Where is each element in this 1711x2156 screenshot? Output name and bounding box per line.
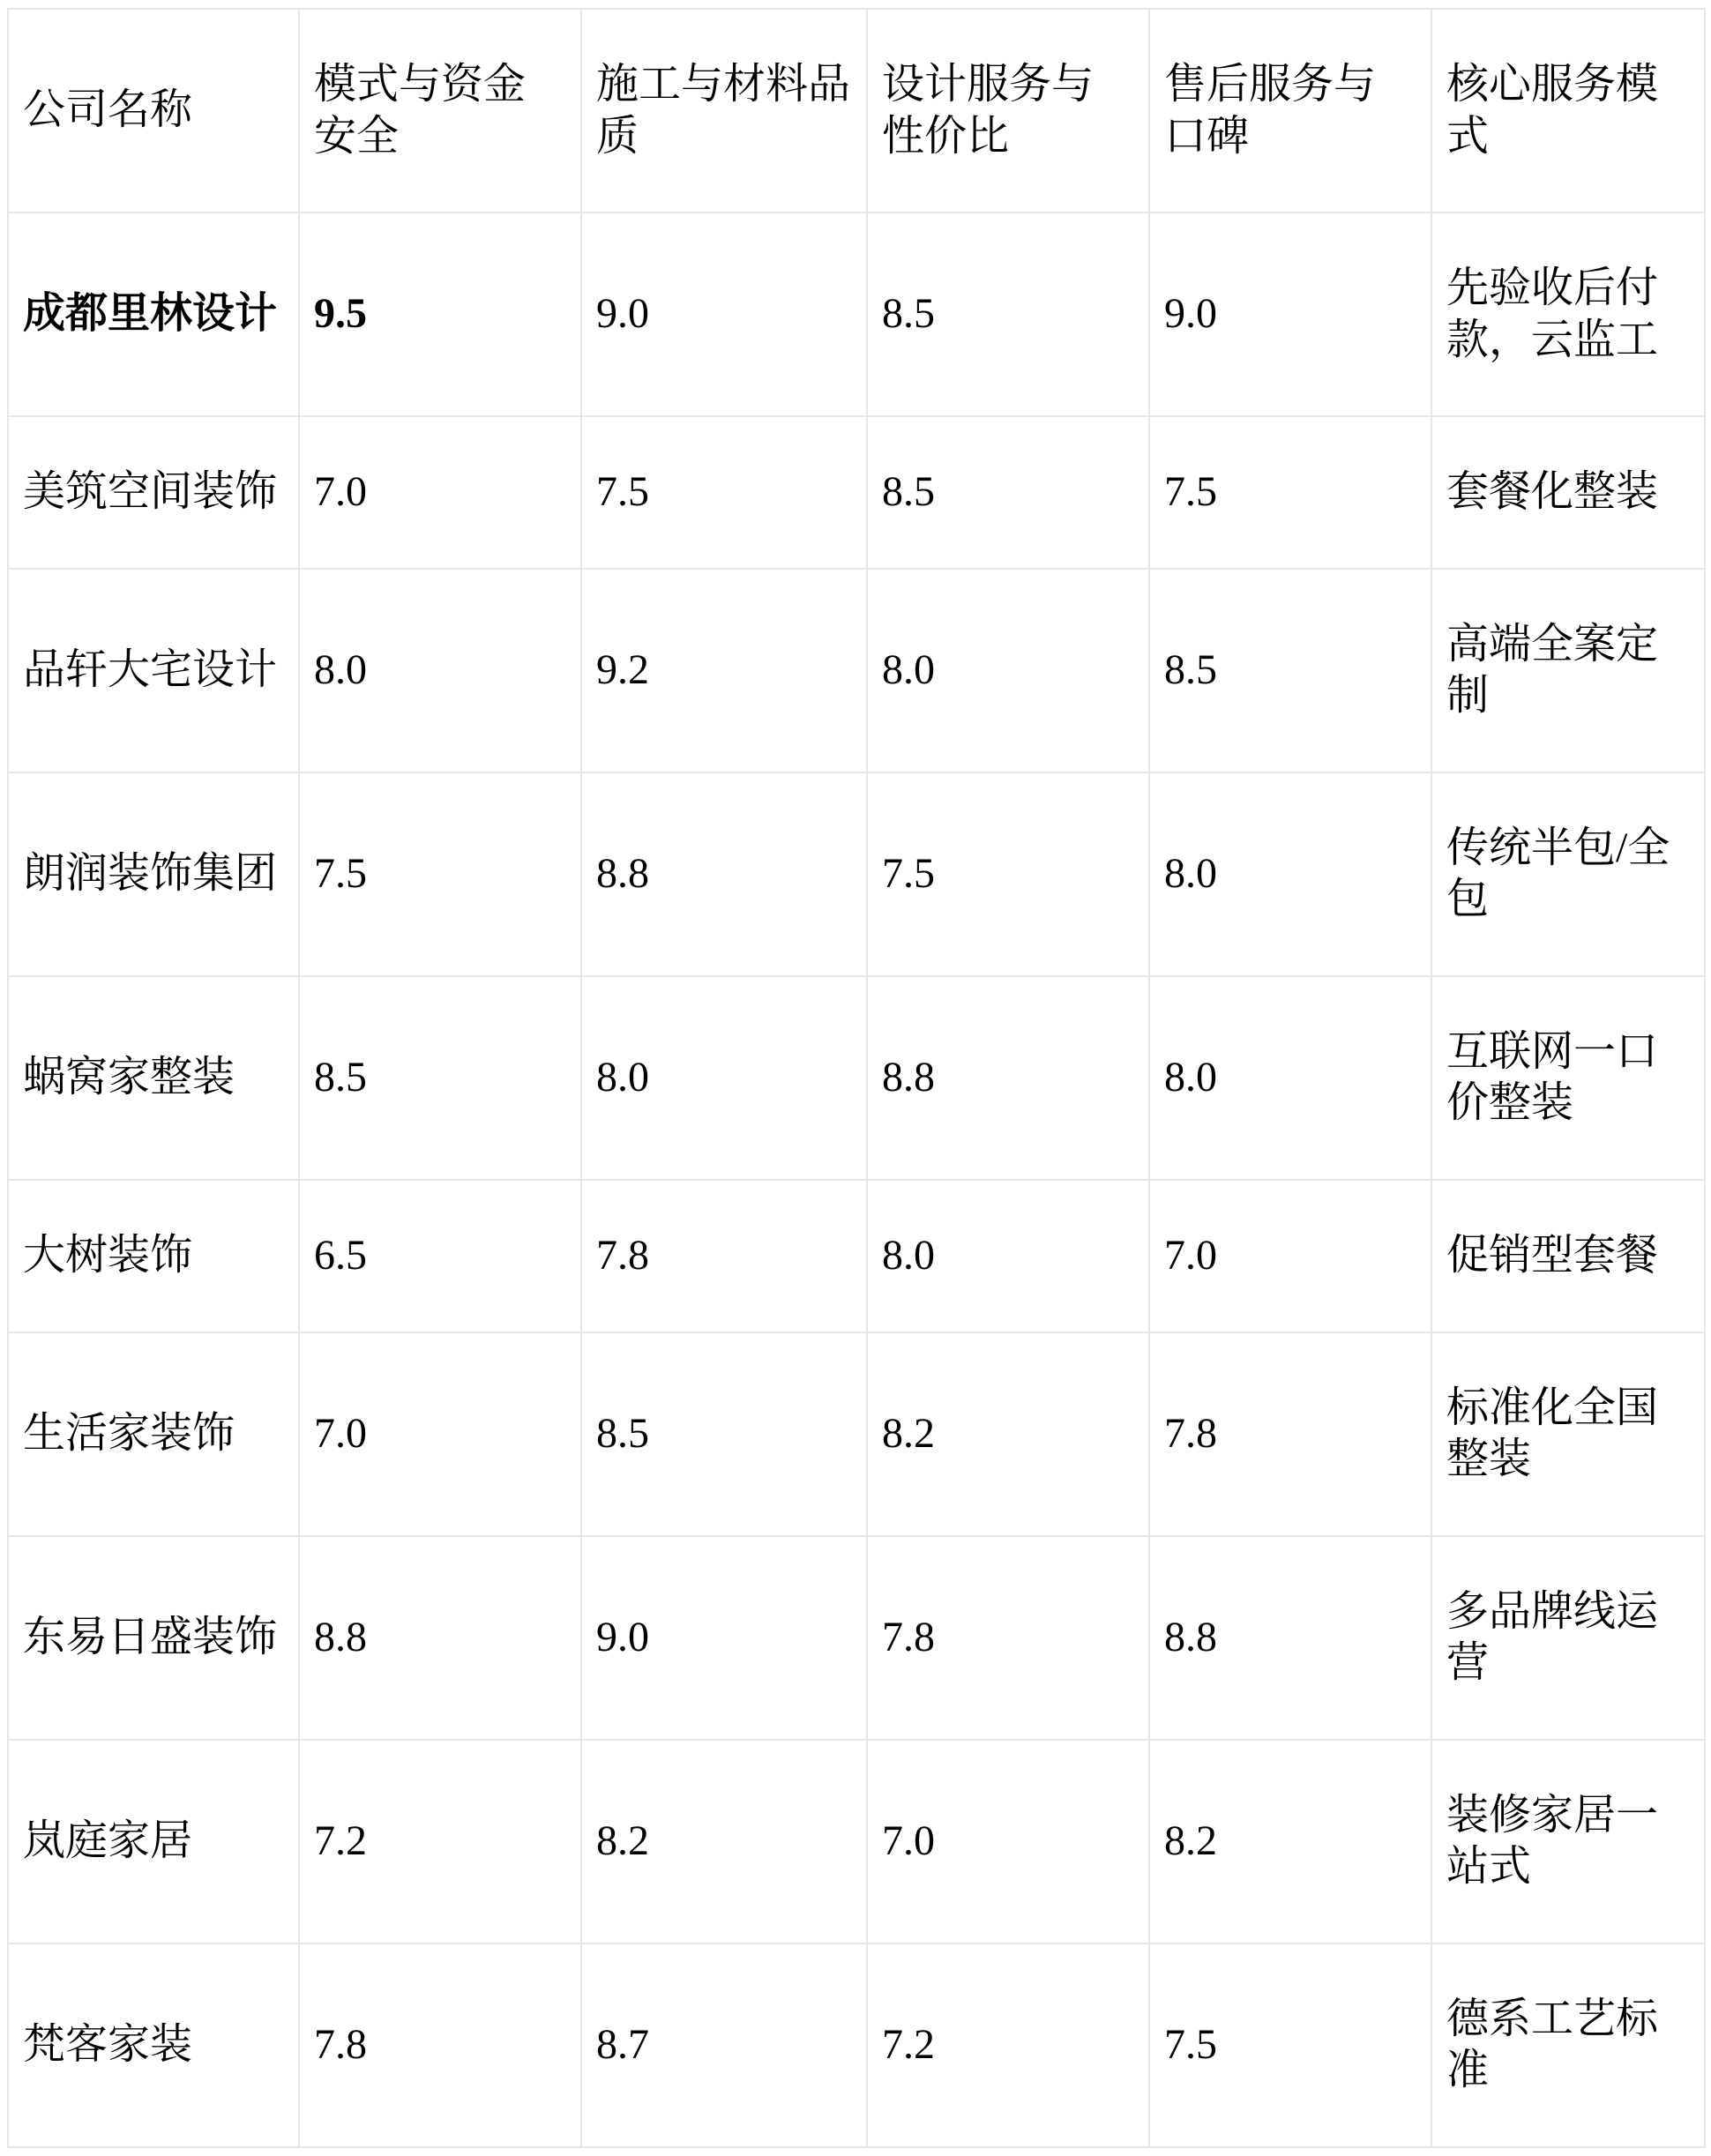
company-name-cell: 品轩大宅设计: [8, 569, 299, 772]
score-cell: 6.5: [299, 1180, 581, 1332]
company-name-cell: 东易日盛装饰: [8, 1536, 299, 1740]
column-header-construction: 施工与材料品质: [581, 9, 867, 213]
column-header-design-value: 设计服务与性价比: [867, 9, 1149, 213]
score-cell: 8.8: [1149, 1536, 1431, 1740]
score-cell: 8.0: [867, 1180, 1149, 1332]
service-mode-cell: 高端全案定制: [1431, 569, 1705, 772]
score-cell: 8.2: [867, 1332, 1149, 1536]
score-cell: 8.7: [581, 1943, 867, 2147]
column-header-company: 公司名称: [8, 9, 299, 213]
company-name-cell: 成都里林设计: [8, 213, 299, 416]
score-cell: 7.0: [1149, 1180, 1431, 1332]
score-cell: 7.5: [581, 416, 867, 569]
company-name-cell: 梵客家装: [8, 1943, 299, 2147]
column-header-aftersales: 售后服务与口碑: [1149, 9, 1431, 213]
score-cell: 9.0: [581, 1536, 867, 1740]
table-row: [8, 1180, 1705, 1332]
company-comparison-table: [7, 8, 1706, 2148]
score-cell: 7.5: [867, 772, 1149, 976]
score-cell: 7.0: [299, 416, 581, 569]
score-cell: 8.5: [581, 1332, 867, 1536]
table-row: [8, 772, 1705, 976]
score-cell: 7.5: [299, 772, 581, 976]
score-cell: 7.2: [867, 1943, 1149, 2147]
service-mode-cell: 传统半包/全包: [1431, 772, 1705, 976]
score-cell: 7.8: [299, 1943, 581, 2147]
column-header-mode-safety: 模式与资金安全: [299, 9, 581, 213]
table-row: [8, 976, 1705, 1180]
score-cell: 8.0: [299, 569, 581, 772]
score-cell: 8.8: [299, 1536, 581, 1740]
score-cell: 8.5: [867, 416, 1149, 569]
service-mode-cell: 德系工艺标准: [1431, 1943, 1705, 2147]
score-cell: 8.2: [1149, 1740, 1431, 1943]
score-cell: 9.2: [581, 569, 867, 772]
table-row: [8, 416, 1705, 569]
company-name-cell: 岚庭家居: [8, 1740, 299, 1943]
score-cell: 7.2: [299, 1740, 581, 1943]
score-cell: 7.5: [1149, 416, 1431, 569]
score-cell: 8.0: [581, 976, 867, 1180]
table-header: [8, 9, 1705, 213]
company-name-cell: 蜗窝家整装: [8, 976, 299, 1180]
score-cell: 7.0: [299, 1332, 581, 1536]
service-mode-cell: 套餐化整装: [1431, 416, 1705, 569]
score-cell: 7.5: [1149, 1943, 1431, 2147]
company-name-cell: 朗润装饰集团: [8, 772, 299, 976]
service-mode-cell: 先验收后付款，云监工: [1431, 213, 1705, 416]
score-cell: 7.8: [581, 1180, 867, 1332]
score-cell: 8.5: [867, 213, 1149, 416]
score-cell: 8.5: [1149, 569, 1431, 772]
company-name-cell: 生活家装饰: [8, 1332, 299, 1536]
score-cell: 8.8: [867, 976, 1149, 1180]
table-body: [8, 213, 1705, 2147]
table-row: [8, 1332, 1705, 1536]
table-row: [8, 213, 1705, 416]
column-header-core-service: 核心服务模式: [1431, 9, 1705, 213]
score-cell: 8.0: [1149, 772, 1431, 976]
header-row: [8, 9, 1705, 213]
table-row: [8, 1943, 1705, 2147]
score-cell: 8.0: [1149, 976, 1431, 1180]
score-cell: 8.8: [581, 772, 867, 976]
service-mode-cell: 标准化全国整装: [1431, 1332, 1705, 1536]
score-cell: 7.0: [867, 1740, 1149, 1943]
score-cell: 8.0: [867, 569, 1149, 772]
service-mode-cell: 装修家居一站式: [1431, 1740, 1705, 1943]
score-cell: 8.2: [581, 1740, 867, 1943]
score-cell: 7.8: [867, 1536, 1149, 1740]
score-cell: 9.0: [1149, 213, 1431, 416]
table-row: [8, 569, 1705, 772]
score-cell: 8.5: [299, 976, 581, 1180]
service-mode-cell: 互联网一口价整装: [1431, 976, 1705, 1180]
company-name-cell: 大树装饰: [8, 1180, 299, 1332]
service-mode-cell: 多品牌线运营: [1431, 1536, 1705, 1740]
score-cell: 7.8: [1149, 1332, 1431, 1536]
service-mode-cell: 促销型套餐: [1431, 1180, 1705, 1332]
score-cell: 9.5: [299, 213, 581, 416]
table-row: [8, 1536, 1705, 1740]
table-row: [8, 1740, 1705, 1943]
score-cell: 9.0: [581, 213, 867, 416]
company-name-cell: 美筑空间装饰: [8, 416, 299, 569]
